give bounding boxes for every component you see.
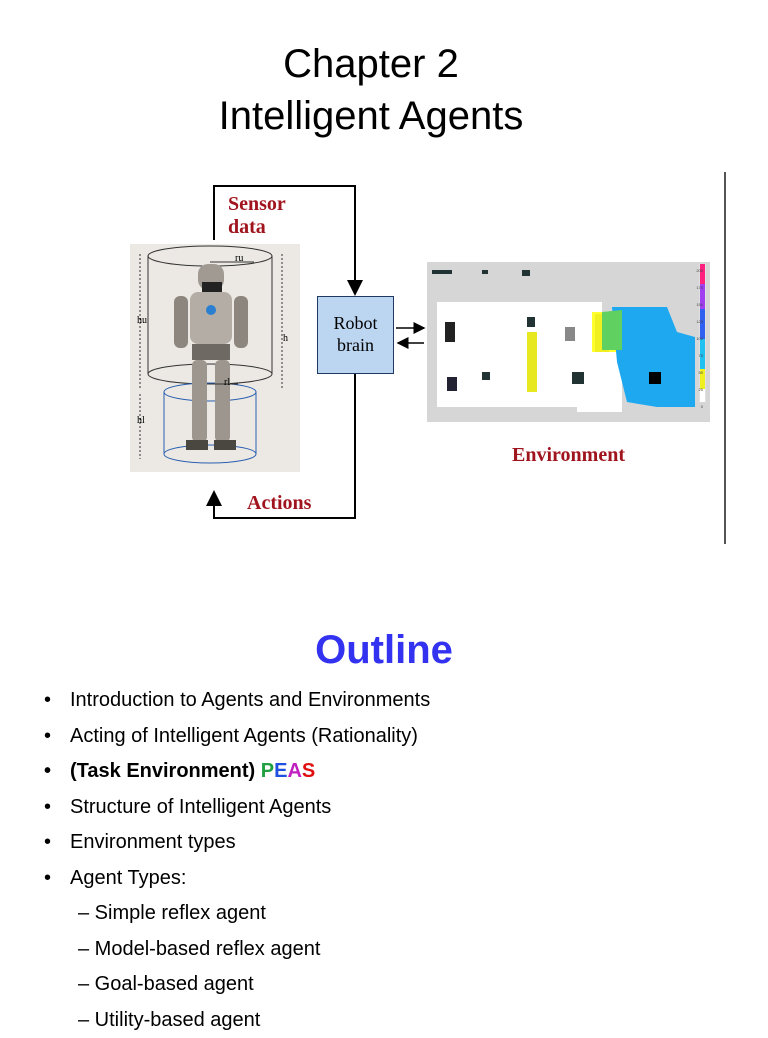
colorbar-tick: 150 <box>687 296 703 313</box>
chapter-number: Chapter 2 <box>0 38 742 90</box>
bullet-icon: • <box>44 861 51 897</box>
colorbar-tick: 50 <box>687 364 703 381</box>
colorbar-tick: 25 <box>687 381 703 398</box>
peas-letter-a: A <box>287 760 301 782</box>
occupancy-grid <box>427 262 710 422</box>
environment-label: Environment <box>512 444 625 467</box>
colorbar-tick: 125 <box>687 313 703 330</box>
colorbar-tick: 200 <box>687 262 703 279</box>
robot-brain-box <box>317 296 394 374</box>
sub-list-item: – Simple reflex agent <box>44 896 430 932</box>
colorbar-tick: 0 <box>687 398 703 415</box>
dim-label-ru: ru <box>235 253 243 264</box>
peas-letter-e: E <box>274 760 287 782</box>
bullet-icon: • <box>44 719 51 755</box>
bullet-icon: • <box>44 790 51 826</box>
dim-label-hl: hl <box>137 415 145 426</box>
list-item-peas <box>44 754 430 790</box>
outline-list <box>44 683 430 1038</box>
colorbar-tick: 75 <box>687 347 703 364</box>
actions-label: Actions <box>247 492 311 515</box>
colorbar-tick: 175 <box>687 279 703 296</box>
list-item-text: Environment types <box>70 831 236 853</box>
chapter-title: Intelligent Agents <box>0 90 742 142</box>
colorbar-tick: 100 <box>687 330 703 347</box>
sub-list-item: – Utility-based agent <box>44 1003 430 1038</box>
bullet-icon: • <box>44 683 51 719</box>
colorbar-ticks <box>687 262 703 415</box>
sub-list-item: – Goal-based agent <box>44 967 430 1003</box>
list-item <box>44 790 430 826</box>
list-item-text: Acting of Intelligent Agents (Rationality) <box>70 725 418 747</box>
list-item <box>44 825 430 861</box>
peas-prefix: (Task Environment) <box>70 760 261 782</box>
bullet-icon: • <box>44 754 51 790</box>
sub-list-item: – Model-based reflex agent <box>44 932 430 968</box>
list-item-text: Agent Types: <box>70 867 186 889</box>
peas-letter-s: S <box>302 760 315 782</box>
robot-brain-line2: brain <box>318 334 393 356</box>
sensor-data-label: Sensor data <box>228 193 285 239</box>
dim-label-rl: rl <box>224 377 230 388</box>
outline-heading: Outline <box>0 624 768 676</box>
dim-label-h: h <box>283 333 288 344</box>
list-item <box>44 861 430 897</box>
list-item-text: Structure of Intelligent Agents <box>70 796 331 818</box>
list-item <box>44 719 430 755</box>
dim-label-hu: hu <box>137 315 147 326</box>
robot-brain-line1: Robot <box>318 312 393 334</box>
peas-letter-p: P <box>261 760 274 782</box>
bullet-icon: • <box>44 825 51 861</box>
list-item-text: Introduction to Agents and Environments <box>70 689 430 711</box>
slide-divider <box>724 172 726 544</box>
list-item <box>44 683 430 719</box>
environment-map <box>427 262 710 422</box>
